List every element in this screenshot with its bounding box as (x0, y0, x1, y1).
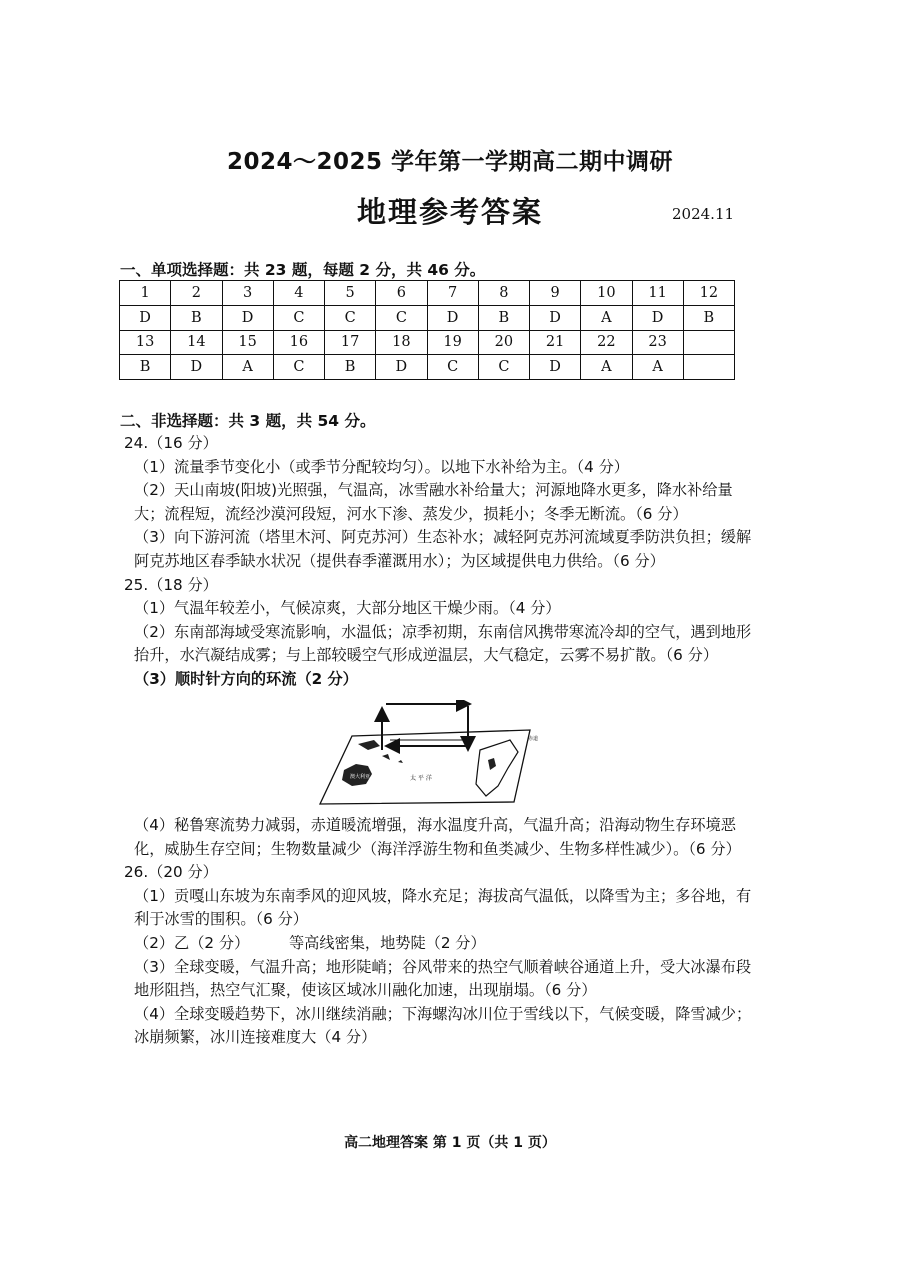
q-answer: D (120, 305, 171, 330)
q24-answer-3: （3）向下游河流（塔里木河、阿克苏河）生态补水；减轻阿克苏河流域夏季防洪负担；缓解阿克苏地区春季缺水状况（提供春季灌溉用水）；为区域提供电力供给。（6 分） (134, 528, 752, 570)
q-answer: A (581, 305, 632, 330)
q-answer: C (478, 355, 529, 380)
q-number: 7 (427, 281, 478, 306)
q-number: 5 (325, 281, 376, 306)
q-number: 14 (171, 330, 222, 355)
q25-answer-2: （2）东南部海域受寒流影响，水温低；凉季初期，东南信风携带寒流冷却的空气，遇到地形抬升，水汽凝结成雾；与上部较暖空气形成逆温层，大气稳定，云雾不易扩散。（6 分） (134, 622, 752, 665)
q-answer: D (171, 355, 222, 380)
q-answer: A (581, 355, 632, 380)
q24-answer-2: （2）天山南坡(阳坡)光照强，气温高，冰雪融水补给量大；河源地降水更多，降水补给量大；流程短，流经沙漠河段短，河水下渗、蒸发少，损耗小；冬季无断流。（6 分） (134, 481, 733, 523)
q25-answer-3: （3）顺时针方向的环流（2 分） (134, 669, 358, 688)
q-answer: C (427, 355, 478, 380)
q-answer: A (632, 355, 683, 380)
q-answer (683, 355, 734, 380)
table-row-numbers-2 (120, 330, 735, 355)
q-answer: B (325, 355, 376, 380)
q-number: 2 (171, 281, 222, 306)
q25-title: 25.（18 分） (124, 575, 218, 594)
q-number: 6 (376, 281, 427, 306)
circulation-diagram (318, 700, 544, 810)
q-number: 18 (376, 330, 427, 355)
q-answer: B (171, 305, 222, 330)
q-answer: D (376, 355, 427, 380)
q-answer: B (478, 305, 529, 330)
q26-answer-2 (124, 932, 752, 956)
q-answer: B (120, 355, 171, 380)
q26-answer-2-right: 等高线密集，地势陡（2 分） (288, 933, 486, 952)
table-row-answers-1 (120, 305, 735, 330)
q-number: 4 (273, 281, 324, 306)
q26-answer-4: （4）全球变暖趋势下，冰川继续消融；下海螺沟冰川位于雪线以下，气候变暖，降雪减少；冰崩频繁，冰川连接难度大（4 分） (134, 1004, 752, 1047)
q-answer: D (222, 305, 273, 330)
q24-answer-1: （1）流量季节变化小（或季节分配较均匀）。以地下水补给为主。（4 分） (134, 457, 629, 476)
page-footer: 高二地理答案 第 1 页（共 1 页） (344, 1135, 556, 1151)
ocean-label: 太 平 洋 (410, 775, 432, 782)
table-row-answers-2 (120, 355, 735, 380)
q-number: 20 (478, 330, 529, 355)
section2-heading: 二、非选择题：共 3 题，共 54 分。 (120, 412, 376, 430)
answer-key-title: 地理参考答案 (356, 195, 543, 229)
q-answer: C (325, 305, 376, 330)
q-number (683, 330, 734, 355)
q-number: 16 (273, 330, 324, 355)
q-number: 21 (530, 330, 581, 355)
q-answer: B (683, 305, 734, 330)
q-number: 17 (325, 330, 376, 355)
date-label: 2024.11 (672, 205, 735, 223)
q25-answer-1: （1）气温年较差小，气候凉爽，大部分地区干燥少雨。（4 分） (134, 599, 561, 618)
q25-answer-4: （4）秘鲁寒流势力减弱，赤道暖流增强，海水温度升高，气温升高；沿海动物生存环境恶化，威胁生存空间；生物数量减少（海洋浮游生物和鱼类减少、生物多样性减少）。（6 分） (134, 816, 741, 858)
q24-title: 24.（16 分） (124, 434, 218, 452)
q-answer: D (530, 355, 581, 380)
q-number: 15 (222, 330, 273, 355)
svg-text:澳大利亚: 澳大利亚 (350, 774, 371, 780)
q26-title: 26.（20 分） (124, 863, 218, 882)
q-number: 22 (581, 330, 632, 355)
q-number: 9 (530, 281, 581, 306)
q26-answer-1: （1）贡嘎山东坡为东南季风的迎风坡，降水充足；海拔高气温低，以降雪为主；多谷地，有利于冰雪的围积。（6 分） (134, 886, 752, 929)
answer-table (119, 280, 735, 380)
q-number: 10 (581, 281, 632, 306)
islands (358, 740, 403, 763)
q-number: 8 (478, 281, 529, 306)
q-answer: C (376, 305, 427, 330)
q-number: 12 (683, 281, 734, 306)
svg-text:赤道: 赤道 (528, 736, 539, 742)
q-number: 3 (222, 281, 273, 306)
q26-answer-3: （3）全球变暖，气温升高；地形陡峭；谷风带来的热空气顺着峡谷通道上升，受大冰瀑布段地形阻挡，热空气汇聚，使该区域冰川融化加速，出现崩塌。（6 分） (134, 957, 752, 1000)
section1-heading: 一、单项选择题：共 23 题，每题 2 分，共 46 分。 (120, 261, 486, 279)
q-answer: A (222, 355, 273, 380)
q-number: 13 (120, 330, 171, 355)
answers-block-lower (124, 814, 752, 1050)
q-number: 1 (120, 281, 171, 306)
q-number: 23 (632, 330, 683, 355)
q-number: 19 (427, 330, 478, 355)
q-answer: C (273, 305, 324, 330)
south-america-landmass (476, 740, 518, 796)
answers-block-upper (124, 432, 752, 692)
q-answer: C (273, 355, 324, 380)
q-answer: D (427, 305, 478, 330)
q-answer: D (632, 305, 683, 330)
table-row-numbers-1 (120, 281, 735, 306)
q26-answer-2-left: （2）乙（2 分） (134, 933, 250, 952)
exam-title: 2024～2025 学年第一学期高二期中调研 (226, 149, 674, 175)
q-number: 11 (632, 281, 683, 306)
q-answer: D (530, 305, 581, 330)
